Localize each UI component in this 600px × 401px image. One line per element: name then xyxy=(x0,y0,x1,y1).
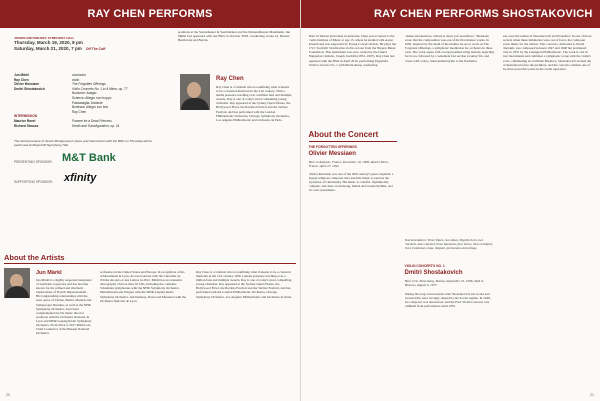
supporting-sponsor-label: SUPPORTING SPONSOR: xyxy=(14,180,53,184)
venue-label: JOSEPH MEYERHOFF SYMPHONY HALL xyxy=(14,36,75,40)
messiaen-dates: Born in Avignon, France, December 10, 1908; died in Paris, France, April 27, 1992 xyxy=(308,160,389,169)
event-info xyxy=(14,36,194,52)
right-col1-text: Born in Taiwan and raised in Australia, Chen was accepted to the Curtis Institute of Music at age 15, where he studied with Aaron Rosand and was supported by Young Concert Artists. He plays the 1715 'Joachim' Stradivarius violin on loan from the Nippon Music Foundation. This instrument was once owned by the famed Hungarian violinist, Joseph Joachim (1831–1907). Ray Chen last appeared with the BSO in April 2019, performing Paganini's Violin Concerto No. 1 with Marin Alsop conducting. xyxy=(308,34,397,67)
program-row-work: The Forgotten Offerings xyxy=(72,82,106,87)
composer-messiaen: Olivier Messiaen xyxy=(308,151,356,157)
xfinity-logo: xfinity xyxy=(64,172,97,184)
program-row-performer: INTERMISSION xyxy=(14,114,38,119)
jun-markl-photo xyxy=(4,268,30,298)
right-header-title: RAY CHEN PERFORMS SHOSTAKOVICH xyxy=(374,8,593,20)
conductor-bio-continued: positions at the Staatstheater in Saarbrücken and the Nationaltheater Mannheim. Jun Märkl last appeared with the BSO in October 2018, conducting works by Mozart, Beethoven and Bartók. xyxy=(178,30,290,43)
program-row-performer: Ray Chen xyxy=(14,77,29,82)
right-page-number: 21 xyxy=(590,393,594,397)
violin-concerto-label: VIOLIN CONCERTO NO. 1 xyxy=(404,264,445,268)
program-row-work: Burlesca: Allegro con brio xyxy=(72,105,109,110)
about-concert-rule xyxy=(309,141,397,142)
program-row-work: Scherzo: Allegro non troppo xyxy=(72,95,112,100)
program-row-performer: Maurice Ravel xyxy=(14,118,36,123)
presenting-sponsor-label: PRESENTING SPONSOR: xyxy=(14,160,53,164)
program-row-work: violin xyxy=(72,77,80,82)
shostakovich-dates: Born in St. Petersburg, Russia, September 25, 1906; died in Moscow, August 9, 1975 xyxy=(404,279,484,288)
forgotten-offerings-label: THE FORGOTTEN OFFERINGS xyxy=(308,145,357,149)
about-artists-rule xyxy=(4,263,296,264)
program-row-performer: Dmitri Shostakovich xyxy=(14,86,45,91)
ray-chen-photo xyxy=(180,74,210,110)
about-artists-title: About the Artists xyxy=(4,253,65,262)
program-table xyxy=(14,73,164,128)
program-row-work: Passacaglia: Andante xyxy=(72,100,103,105)
right-page xyxy=(301,0,600,401)
left-page-header xyxy=(0,0,300,28)
right-col3-text: less were the names of Shostakovich and Prokofiev. In one of those periods when these luminaries were out of favor, the composer wrote music for the drawer. This concerto, dedicated to David Oistrakh, was composed between 1947 and 1948 but premiered only in 1955 by the Leningrad Philharmonic. The work is cast in four movements and combines a symphonic scope with the violin's voice, culminating in a brilliant Burlesca. Shostakovich revised the orchestration before the premiere, and the concerto remains one of the most powerful works in the violin repertoire. xyxy=(502,34,592,71)
event-date-2: Saturday, March 21, 2020, 7 pm xyxy=(14,46,82,51)
conductor-bio: Jun Märkl is a highly respected interpreter of Germanic repertoire and has become known for his refined and idiomatic explorations of French Impressionism. His longstanding relationships with the state opera of Vienna, Berlin, Munich and Semperoper Dresden, as well as the NHK Symphony Orchestra, have been complemented by his music director positions with the Orchestre National de Lyon and MDR Leipzig Radio Symphony Orchestra. From 2014 to 2017 Märkl was Chief Conductor of the Basque National Orchestra. xyxy=(36,278,92,336)
program-row-work: Nocturne: Adagio xyxy=(72,91,97,96)
right-page-header xyxy=(301,0,600,28)
program-row-work: conductor xyxy=(72,73,86,77)
program-row-work: Violin Concerto No. 1 in A Minor, op. 77 xyxy=(72,86,128,91)
conductor-bio-2: orchestras in the United States and Europe. In recognition of his achievements in Lyon, he was honored with the Chevalier de l'Ordre des Arts et des Lettres in 2012. Märkl has an extensive discography of more than 50 CDs, including the complete Schumann symphonies with the NHK Symphony Orchestra, Mendelssohn and Wagner with the MDR Leipzig Radio Symphony Orchestra, and Debussy, Ravel and Messiaen with the Orchestre National de Lyon. xyxy=(100,270,187,303)
violinist-bio-2: Ray Chen is a violinist who is redefining what it means to be a classical musician in the 21st century. With a media presence reaching over a million fans and multiple awards, Ray is one of today's most compelling young violinists. Ray appeared at the Sydney Opera House, the Hollywood Bowl, the Ravinia Festival and the Verbier Festival, and has performed with the London Philharmonic Orchestra, Chicago Symphony Orchestra, Los Angeles Philharmonic and Orchestre de Paris. xyxy=(196,270,292,299)
left-header-title: RAY CHEN PERFORMS xyxy=(87,8,213,20)
violinist-bio-intro: Ray Chen is a violinist who is redefining what it means to be a classical musician in the 21st century. With a media presence reaching over a million fans and multiple awards, Ray is one of today's most compelling young violinists. Ray appeared at the Sydney Opera House, the Hollywood Bowl, the Ravinia Festival and the Verbier Festival, and has performed with the London Philharmonic Orchestra, Chicago Symphony Orchestra, Los Angeles Philharmonic and Orchestre de Paris. xyxy=(216,85,292,122)
program-row-performer: Jun Märkl xyxy=(14,73,29,77)
program-row-performer: Olivier Messiaen xyxy=(14,82,40,87)
messiaen-instrumentation: Instrumentation: Three flutes, two oboes, English horn, two clarinets, bass clarinet, three bassoons, four horns, three trumpets, three trombones, tuba, timpani, percussion and strings. xyxy=(404,238,493,251)
left-page-number: 20 xyxy=(6,393,10,397)
violinist-name: Ray Chen xyxy=(216,76,244,82)
composer-shostakovich: Dmitri Shostakovich xyxy=(404,270,463,276)
program-row-work: Death and Transfiguration, op. 24 xyxy=(72,123,120,128)
conductor-name: Jun Märkl xyxy=(36,270,62,276)
right-col2-body: During the long conversations with Shostakovich, his works and personal life were strongly shaped by the Soviet regime. In 1948, the composer was denounced, and the First Violin Concerto was withheld from performance until 1955. xyxy=(404,292,491,309)
right-col2-text: "Amen surrounds us, culture is dead, you nourish us." Messiaen wrote that the composition was one of his first mature works. In 1930, inspired by the death of his mother, he set to work on The Forgotten Offerings, a symphonic meditation for orchestra in three parts. The work opens with a long-breathed string melody depicting the Cross, followed by a vehement fast section evoking Sin, and closes with a slow, transcendent hymn to the Eucharist. xyxy=(404,34,494,63)
event-date-1: Thursday, March 19, 2020, 8 pm xyxy=(14,40,83,45)
about-concert-title: About the Concert xyxy=(308,130,379,139)
mt-bank-logo: M&T Bank xyxy=(62,152,116,164)
program-note: The world premiere of Jessie Montgomery's piece and intermission with the BSO on Thursday will be performed at Meyerhoff Symphony Hall. xyxy=(14,139,152,147)
off-the-cuff-badge: Off The Cuff xyxy=(85,47,106,51)
right-col1-body: Olivier Messiaen was one of the 20th century's great originals: a deeply religious composer who used his music to express the mysteries of Christianity. His music is colorful, rhythmically complex, and drew on birdsong, Indian and Greek rhythms, and his own synesthesia. xyxy=(308,172,394,193)
program-row-performer: Richard Strauss xyxy=(14,123,39,128)
program-row xyxy=(14,124,164,129)
program-row-work: Pavane for a Dead Princess xyxy=(72,118,112,123)
program-row-work: Ray Chen xyxy=(72,109,87,114)
